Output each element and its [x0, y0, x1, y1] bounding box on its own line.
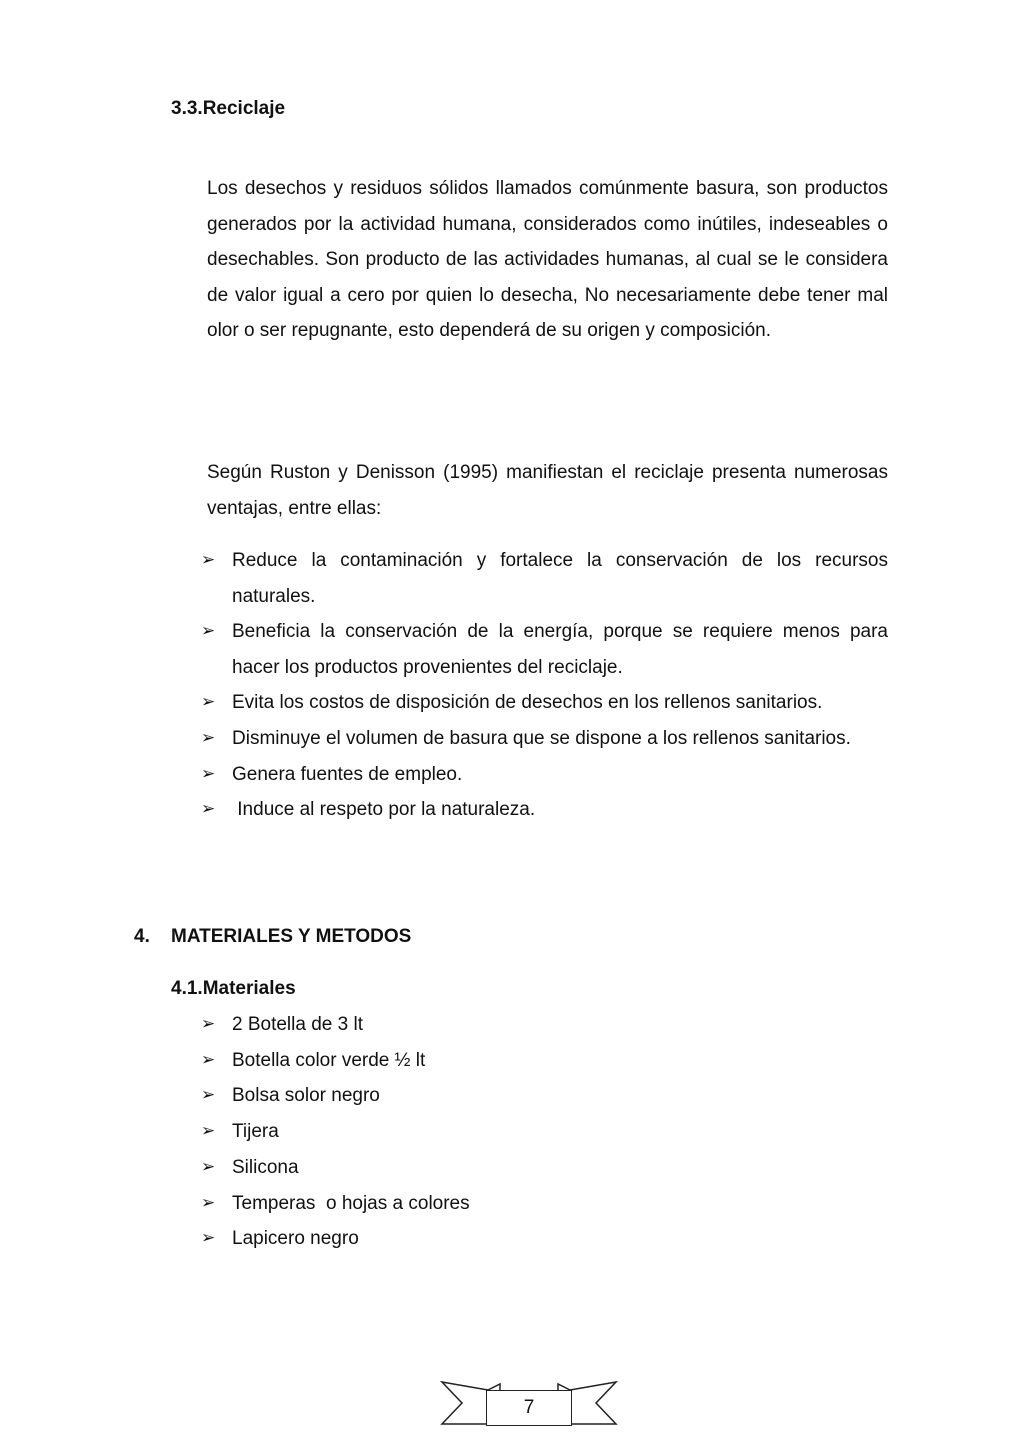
advantage-text: Beneficia la conservación de la energía, porque se requiere menos para hacer los productos provenientes del reciclaje. — [232, 621, 888, 678]
arrow-bullet-icon: ➢ — [201, 1014, 216, 1034]
arrow-bullet-icon: ➢ — [201, 799, 216, 820]
advantage-text: Disminuye el volumen de basura que se dispone a los rellenos sanitarios. — [232, 727, 851, 749]
arrow-bullet-icon: ➢ — [201, 692, 216, 713]
paragraph-desechos: Los desechos y residuos sólidos llamados comúnmente basura, son productos generados por la actividad humana, considerados como inútiles, indeseables o desechables. Son producto de las actividades humanas, al cual se le considera de valor igual a cero por quien lo desecha, No necesariamente debe tener mal olor o ser repugnante, esto dependerá de su origen y composición. — [207, 178, 888, 342]
list-item — [201, 1007, 701, 1043]
list-item — [201, 1221, 701, 1257]
material-text: Botella color verde ½ lt — [232, 1049, 426, 1071]
page-number-ribbon — [440, 1378, 618, 1430]
page-number: 7 — [486, 1390, 572, 1426]
list-item — [201, 1150, 701, 1186]
material-text: 2 Botella de 3 lt — [232, 1014, 363, 1035]
list-item — [201, 1043, 701, 1079]
advantages-list — [201, 543, 888, 828]
advantage-text: Evita los costos de disposición de desechos en los rellenos sanitarios. — [232, 692, 823, 714]
list-item — [201, 685, 888, 721]
list-item — [201, 543, 888, 614]
section-number-4: 4. — [134, 926, 150, 947]
list-item — [201, 1114, 701, 1150]
section-heading-materiales-metodos: MATERIALES Y METODOS — [171, 926, 412, 947]
arrow-bullet-icon: ➢ — [201, 1121, 216, 1142]
material-text: Bolsa solor negro — [232, 1085, 380, 1107]
paragraph-ruston-denisson: Según Ruston y Denisson (1995) manifiestan el reciclaje presenta numerosas ventajas, entre ellas: — [207, 462, 888, 519]
material-text: Tijera — [232, 1121, 279, 1143]
arrow-bullet-icon: ➢ — [201, 763, 216, 784]
list-item — [201, 1078, 701, 1114]
arrow-bullet-icon: ➢ — [201, 1228, 216, 1249]
arrow-bullet-icon: ➢ — [201, 1049, 216, 1070]
subsection-heading-materiales: 4.1.Materiales — [171, 978, 296, 999]
list-item — [201, 614, 888, 685]
list-item — [201, 792, 888, 828]
list-item — [201, 1186, 701, 1222]
arrow-bullet-icon: ➢ — [201, 621, 216, 642]
arrow-bullet-icon: ➢ — [201, 1085, 216, 1106]
list-item — [201, 757, 888, 793]
material-text: Temperas o hojas a colores — [232, 1192, 470, 1214]
arrow-bullet-icon: ➢ — [201, 727, 216, 748]
material-text: Silicona — [232, 1156, 299, 1178]
list-item — [201, 721, 888, 757]
materials-list — [201, 1007, 701, 1257]
advantage-text: Reduce la contaminación y fortalece la conservación de los recursos naturales. — [232, 550, 888, 607]
arrow-bullet-icon: ➢ — [201, 1192, 216, 1213]
material-text: Lapicero negro — [232, 1228, 359, 1250]
advantage-text: Induce al respeto por la naturaleza. — [232, 799, 536, 821]
advantage-text: Genera fuentes de empleo. — [232, 763, 463, 785]
section-heading-reciclaje: 3.3.Reciclaje — [171, 98, 286, 119]
arrow-bullet-icon: ➢ — [201, 1156, 216, 1177]
arrow-bullet-icon: ➢ — [201, 550, 216, 570]
